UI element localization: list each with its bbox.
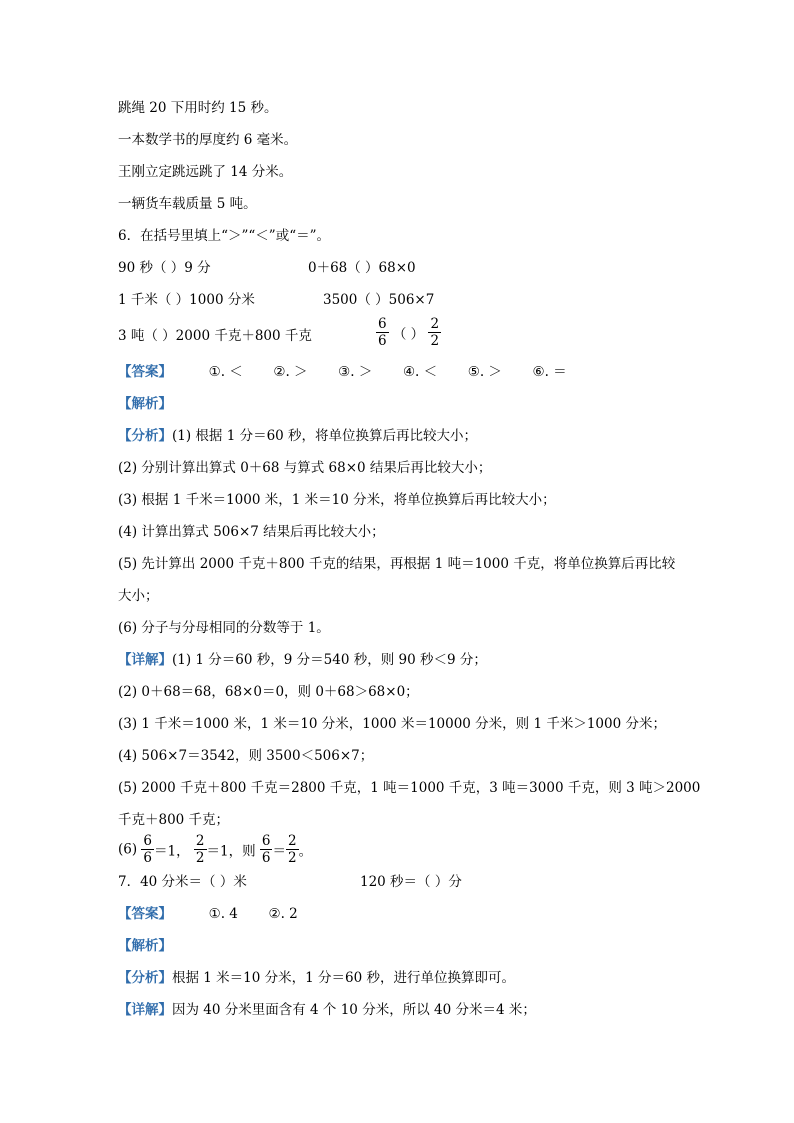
analysis-6-p6: (6) 分子与分母相同的分数等于 1。	[118, 620, 330, 636]
answer-item: ②. 2	[268, 906, 298, 922]
answer-tag: 【答案】	[118, 906, 172, 922]
answer-item: ④. ＜	[402, 364, 438, 380]
analysis-6-p3: (3) 根据 1 千米＝1000 米，1 米＝10 分米，将单位换算后再比较大小；	[118, 492, 556, 508]
q6-item-4: 3500（ ）506×7	[323, 292, 435, 308]
detail-6-p4: (4) 506×7＝3542，则 3500＜506×7；	[118, 748, 374, 764]
answer-6	[118, 362, 567, 382]
detail-6-p1: 【详解】(1) 1 分＝60 秒，9 分＝540 秒，则 90 秒＜9 分；	[118, 652, 487, 668]
detail-6-p6: (6) $\frac{6}{6}$ ＝1， $\frac{2}{2}$ ＝1，则 $\frac{6}{6}$ ＝ $\frac{2}{2}$ 。	[118, 833, 313, 866]
analysis-7: 【分析】根据 1 米＝10 分米，1 分＝60 秒，进行单位换算即可。	[118, 970, 515, 986]
answer-item: ③. ＞	[338, 364, 373, 380]
line-truck: 一辆货车载质量 5 吨。	[118, 196, 257, 212]
detail-7: 【详解】因为 40 分米里面含有 4 个 10 分米，所以 40 分米＝4 米；	[118, 1002, 536, 1018]
detail-6-p3: (3) 1 千米＝1000 米，1 米＝10 分米，1000 米＝10000 分米，则 1 千米＞1000 分米；	[118, 716, 666, 732]
line-math-book: 一本数学书的厚度约 6 毫米。	[118, 132, 298, 148]
jiexi-tag-6: 【解析】	[118, 396, 172, 412]
question-7-b: 120 秒＝（ ）分	[360, 874, 462, 890]
analysis-6-p2: (2) 分别计算出算式 0＋68 与算式 68×0 结果后再比较大小；	[118, 460, 492, 476]
fraction-6-6: $\frac{6}{6}$	[261, 833, 271, 866]
fraction-6-6: $\frac{6}{6}$	[378, 316, 387, 349]
q6-item-6: $\frac{6}{6}$ （ ） $\frac{2}{2}$	[378, 316, 440, 349]
question-6-title: 6．在括号里填上“＞”“＜”或“＝”。	[118, 228, 330, 244]
q6-item-1: 90 秒（ ）9 分	[118, 260, 211, 276]
q6-item-5: 3 吨（ ）2000 千克＋800 千克	[118, 328, 312, 344]
analysis-6-p5b: 大小；	[118, 588, 159, 604]
fraction-2-2: $\frac{2}{2}$	[195, 833, 205, 866]
detail-6-p5a: (5) 2000 千克＋800 千克＝2800 千克，1 吨＝1000 千克，3 吨＝3000 千克，则 3 吨＞2000	[118, 780, 701, 796]
jiexi-tag-7: 【解析】	[118, 938, 172, 954]
analysis-6-p4: (4) 计算出算式 506×7 结果后再比较大小；	[118, 524, 385, 540]
answer-tag: 【答案】	[118, 364, 172, 380]
answer-7	[118, 904, 298, 924]
question-7-a: 7．40 分米＝（ ）米	[118, 874, 247, 890]
detail-6-p2: (2) 0＋68＝68，68×0＝0，则 0＋68＞68×0；	[118, 684, 419, 700]
answer-item: ①. ＜	[208, 364, 243, 380]
analysis-6-p1: 【分析】(1) 根据 1 分＝60 秒，将单位换算后再比较大小；	[118, 428, 478, 444]
answer-item: ①. 4	[208, 906, 238, 922]
fraction-6-6: $\frac{6}{6}$	[143, 833, 153, 866]
answer-item: ⑤. ＞	[467, 364, 502, 380]
answer-item: ⑥. ＝	[532, 364, 567, 380]
analysis-6-p5a: (5) 先计算出 2000 千克＋800 千克的结果，再根据 1 吨＝1000 千克，将单位换算后再比较	[118, 556, 676, 572]
answer-item: ②. ＞	[273, 364, 308, 380]
fraction-2-2: $\frac{2}{2}$	[287, 833, 297, 866]
detail-6-p5b: 千克＋800 千克；	[118, 812, 230, 828]
line-jump-rope: 跳绳 20 下用时约 15 秒。	[118, 100, 278, 116]
fraction-2-2: $\frac{2}{2}$	[430, 316, 440, 349]
q6-item-3: 1 千米（ ）1000 分米	[118, 292, 255, 308]
line-long-jump: 王刚立定跳远跳了 14 分米。	[118, 164, 293, 180]
q6-item-2: 0＋68（ ）68×0	[308, 260, 416, 276]
